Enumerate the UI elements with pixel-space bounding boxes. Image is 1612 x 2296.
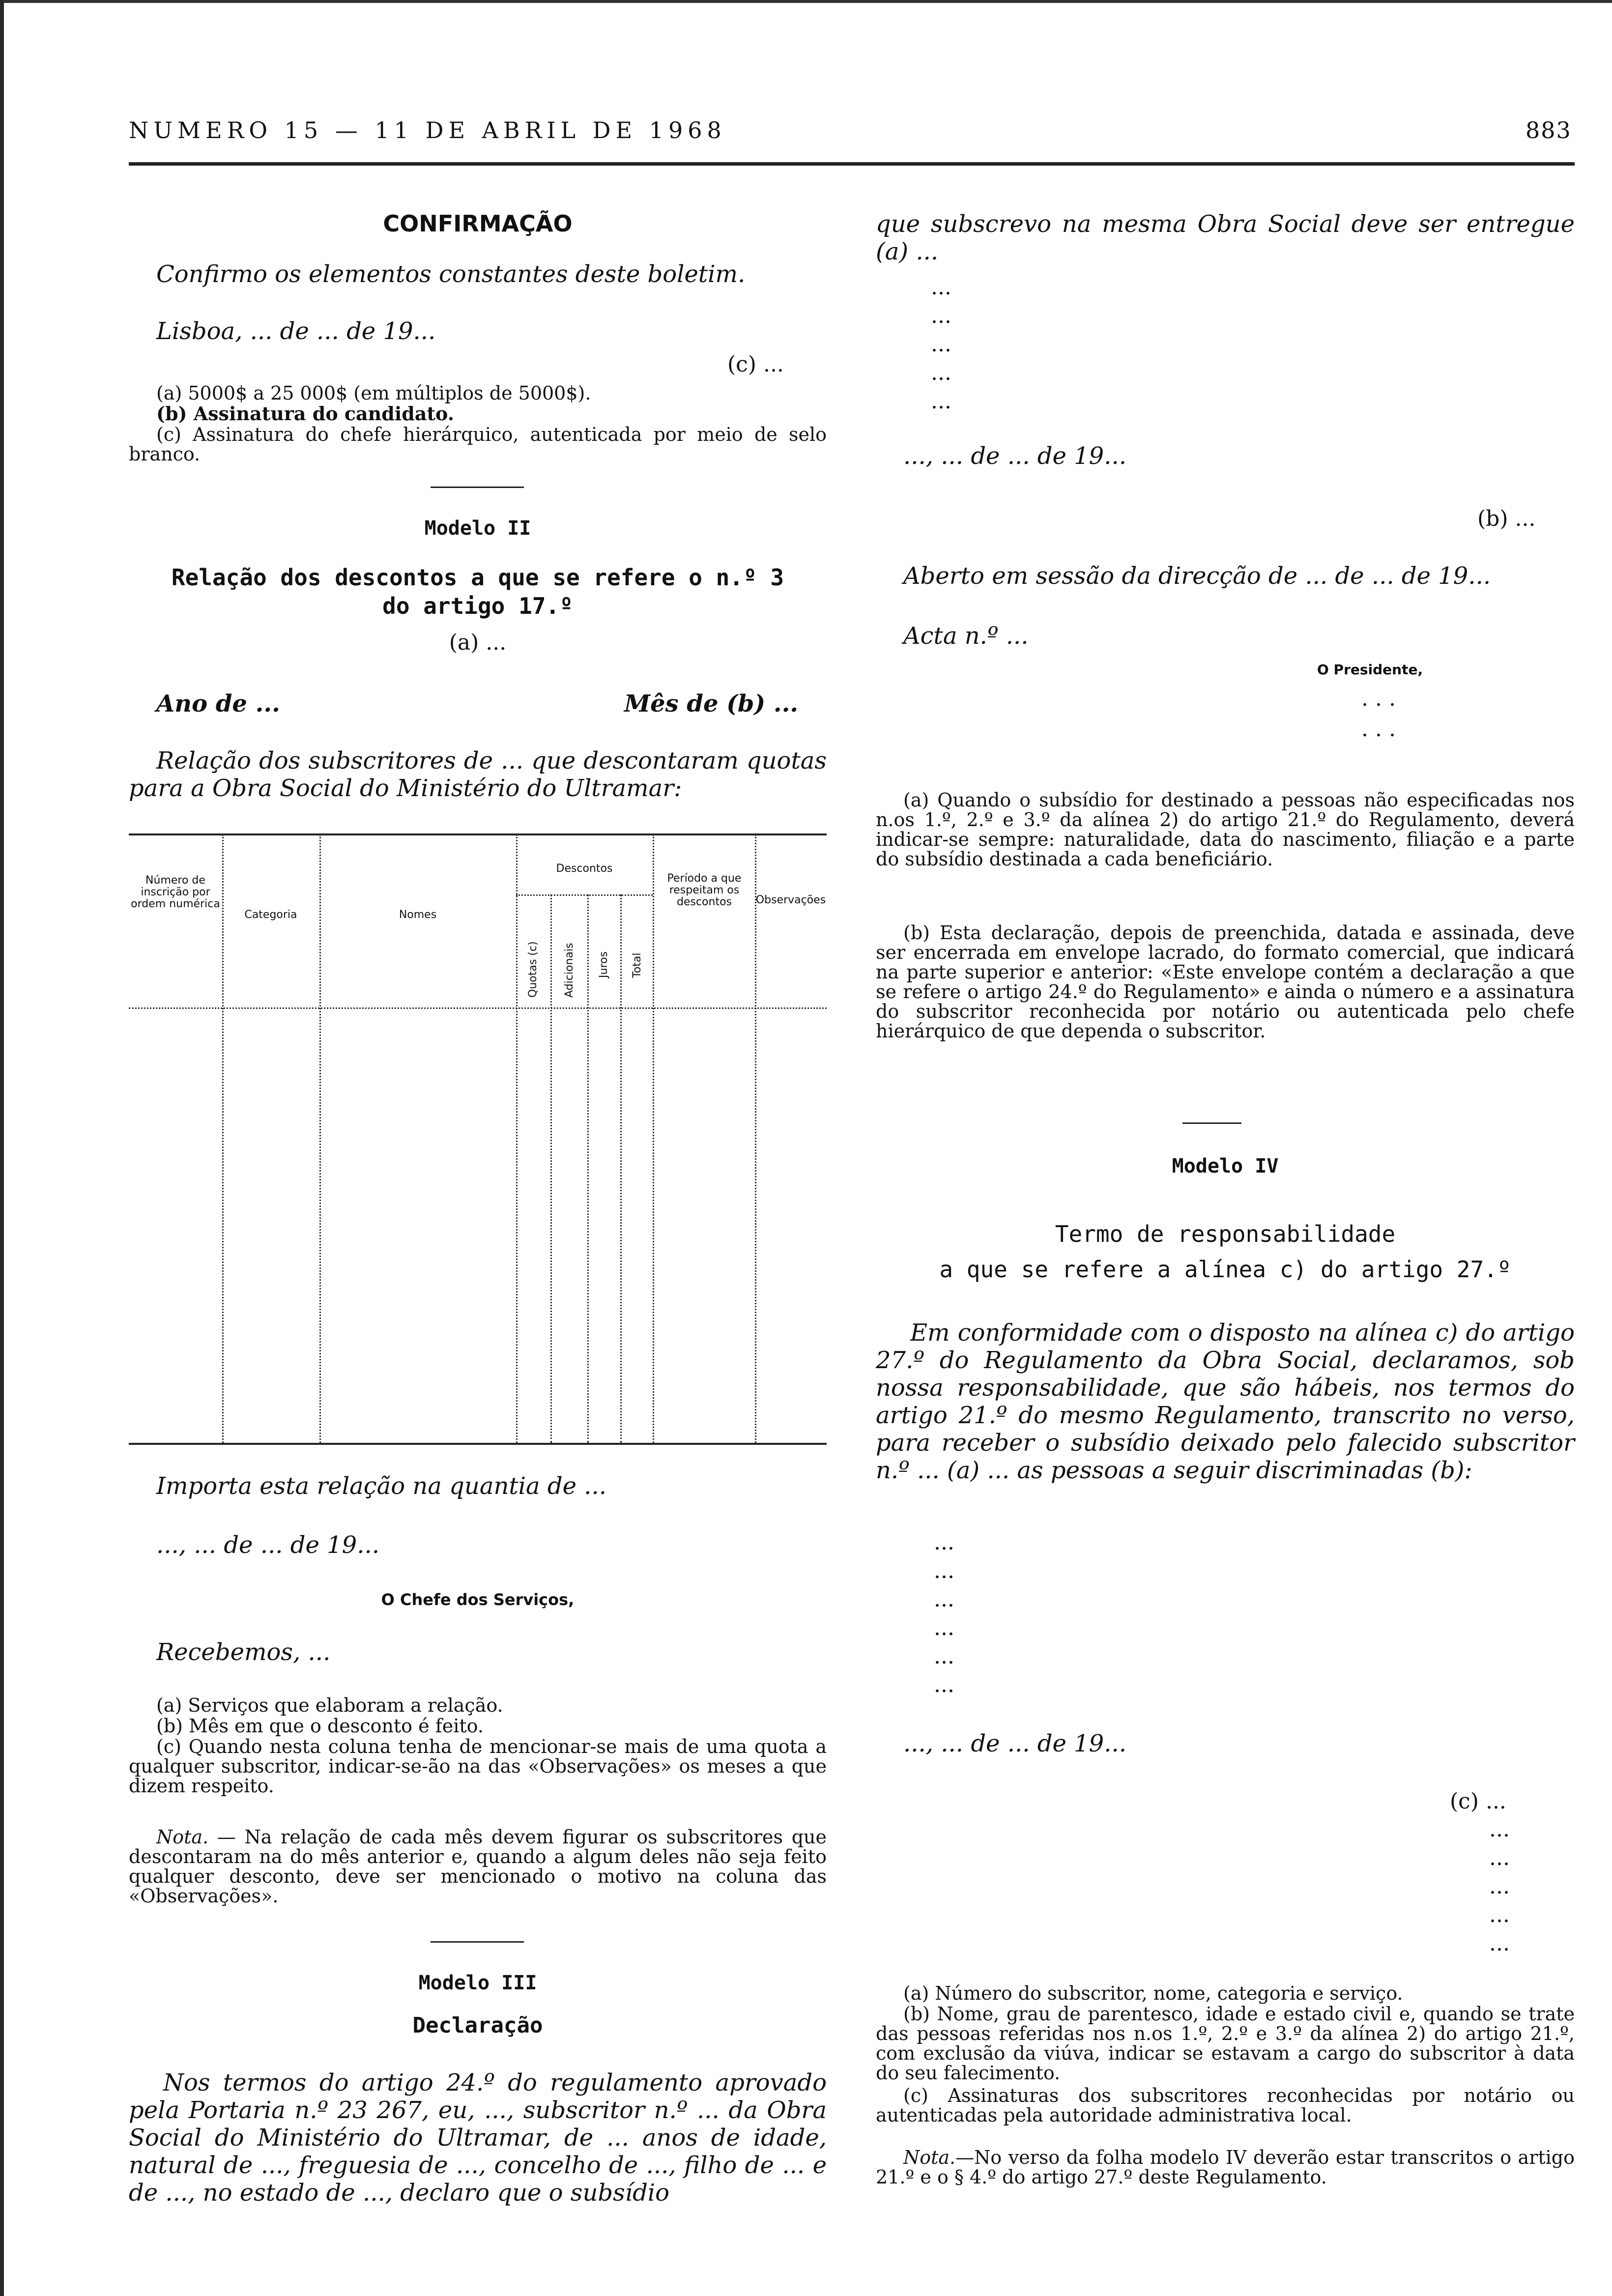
dots-line: ... [934,1644,954,1669]
col-descontos-header: Descontos [556,862,613,875]
declaracao-continuation: que subscrevo na mesma Obra Social deve ser entregue (a) ... [876,210,1575,265]
nota-right-text: —No verso da folha modelo IV deverão estar transcritos o artigo 21.º e o § 4.º do artigo 27.º deste Regulamento. [876,2147,1575,2188]
confirm-title: CONFIRMAÇÃO [383,210,573,237]
termo-title-line1: Termo de responsabilidade [1055,1221,1396,1247]
presidente-dots-2: . . . [1361,717,1396,742]
dots-line: ... [934,1672,954,1697]
right-footnote2-b: (b) Nome, grau de parentesco, idade e estado civil e, quando se trate das pessoas referidas nos n.os 1.º, 2.º e 3.º da alínea 2) do artigo 21.º, com exclusão da viúva, indicar se estavam a cargo do subscritor à data do seu falecimento. [876,2003,1575,2084]
footnote2-b: (b) Mês em que o desconto é feito. [156,1715,484,1737]
table-bottom-rule [129,1443,827,1445]
page-edge-left [0,0,4,2296]
signature-b: (b) ... [1477,506,1536,531]
footnote-a: (a) 5000$ a 25 000$ (em múltiplos de 5000$). [156,382,591,404]
footnote-c: (c) Assinatura do chefe hierárquico, autenticada por meio de selo branco. [129,424,827,465]
col-nomes-header: Nomes [399,909,437,921]
service-a: (a) ... [449,630,507,655]
dots-line: ... [1489,1817,1510,1842]
nota-right-label: Nota. [903,2147,956,2168]
beneficiaries-dots [934,1528,954,1699]
dots-line: ... [934,1530,954,1555]
recebemos-line: Recebemos, ... [156,1638,331,1666]
dots-line: ... [931,275,951,300]
nota-left-label: Nota. [156,1826,209,1848]
dots-line: ... [931,303,951,328]
lisboa-date-line: Lisboa, ... de ... de 19... [156,317,436,345]
recipients-dots [931,273,951,416]
issue-header: NUMERO 15 — 11 DE ABRIL DE 1968 [129,117,726,144]
modelo-ii-title: Modelo II [424,517,531,540]
nota-left-text: — Na relação de cada mês devem figurar os subscritores que descontaram na do mês anterior e, quando a algum deles não seja feito qualquer desconto, deve ser mencionado o motivo na coluna das «Observações». [129,1826,827,1907]
section-separator-3 [1182,1122,1241,1124]
footnote2-c: (c) Quando nesta coluna tenha de mencionar-se mais de uma quota a qualquer subscritor, indicar-se-ão na das «Observações» os meses a que dizem respeito. [129,1736,827,1797]
section-separator [431,487,524,488]
relacao-title-line2: do artigo 17.º [382,593,573,619]
importa-line: Importa esta relação na quantia de ... [156,1472,607,1500]
header-rule [129,162,1575,166]
dots-line: ... [934,1587,954,1612]
dots-line: ... [931,332,951,357]
termo-text: Em conformidade com o disposto na alínea c) do artigo 27.º do Regulamento da Obra Social, declaramos, sob nossa responsabilidade, que são hábeis, nos termos do artigo 21.º do mesmo Regulamento, transcrito no verso, para receber o subsídio deixado pelo falecido subscritor n.º ... (a) ... as pessoas a seguir discriminadas (b): [876,1319,1575,1484]
chefe-servicos: O Chefe dos Serviços, [381,1590,575,1609]
signature-c-right: (c) ... [1450,1789,1506,1814]
modelo-iii-title: Modelo III [418,1972,537,1994]
presidente-dots-1: . . . [1361,686,1396,711]
page-edge-top [4,0,1612,3]
right-date-line-2: ..., ... de ... de 19... [903,1730,1126,1757]
col-total-header: Total [631,952,643,978]
col-categoria-header: Categoria [244,909,297,921]
termo-title-line2: a que se refere a alínea c) do artigo 27.º [939,1256,1511,1283]
section-separator-2 [431,1941,524,1943]
col-observacoes-header: Observações [755,894,826,906]
page-number: 883 [1526,117,1572,144]
declaracao-text: Nos termos do artigo 24.º do regulamento aprovado pela Portaria n.º 23 267, eu, ..., subscritor n.º ... da Obra Social do Ministério do Ultramar, de ... anos de idade, natural de ..., freguesia de ..., concelho de ..., filho de ... e de ..., no estado de ..., declaro que o subsídio [129,2069,827,2207]
dots-line: ... [931,389,951,414]
relacao-intro: Relação dos subscritores de ... que descontaram quotas para a Obra Social do Ministério do Ultramar: [129,747,827,802]
col-juros-header: Juros [598,951,610,978]
dots-line: ... [1489,1874,1510,1899]
footnote2-a: (a) Serviços que elaboram a relação. [156,1694,503,1716]
dots-line: ... [931,360,951,385]
col-periodo-header: Período a que respeitam os descontos [667,872,742,908]
mes-field: Mês de (b) ... [624,690,799,718]
dots-line: ... [934,1615,954,1640]
right-date-line: ..., ... de ... de 19... [903,442,1126,470]
aberto-line: Aberto em sessão da direcção de ... de ... de 19... [903,562,1491,590]
right-footnote-a: (a) Quando o subsídio for destinado a pessoas não especificadas nos n.os 1.º, 2.º e 3.º da alínea 2) do artigo 21.º do Regulamento, deverá indicar-se sempre: naturalidade, data do nascimento, filiação e a parte do subsídio destinada a cada beneficiário. [876,789,1575,870]
right-footnote2-a: (a) Número do subscritor, nome, categoria e serviço. [903,1982,1403,2004]
nota-left [129,1827,827,1906]
dots-line: ... [1489,1902,1510,1927]
signature-dots [1489,1815,1510,1958]
signature-c: (c) ... [727,352,784,377]
right-footnote-b: (b) Esta declaração, depois de preenchida, datada e assinada, deve ser encerrada em envelope lacrado, do formato comercial, que indicará na parte superior e anterior: «Este envelope contém a declaração a que se refere o artigo 24.º do Regulamento» e ainda o número e a assinatura do subscritor reconhecida por notário ou autenticada pelo chefe hierárquico de que dependa o subscritor. [876,922,1575,1042]
declaracao-title: Declaração [412,2013,543,2038]
left-date-line: ..., ... de ... de 19... [156,1531,379,1559]
right-footnote2-c: (c) Assinaturas dos subscritores reconhecidas por notário ou autenticadas pela autoridade administrativa local. [876,2085,1575,2126]
col-quotas-header: Quotas (c) [527,941,539,998]
col-adicionais-header: Adicionais [563,943,576,998]
confirm-text: Confirmo os elementos constantes deste boletim. [156,260,746,288]
presidente: O Presidente, [1317,661,1423,678]
table-header-rule [129,1007,827,1009]
footnote-b: (b) Assinatura do candidato. [156,402,454,425]
acta-line: Acta n.º ... [903,622,1029,650]
modelo-iv-title: Modelo IV [1172,1155,1279,1177]
dots-line: ... [1489,1845,1510,1870]
dots-line: ... [1489,1931,1510,1956]
relacao-title-line1: Relação dos descontos a que se refere o n.º 3 [171,564,784,591]
ano-field: Ano de ... [156,690,280,718]
dots-line: ... [934,1558,954,1583]
table-top-rule [129,833,827,835]
col-numero-header: Número de inscrição por ordem numérica [131,874,220,910]
nota-right [876,2148,1575,2187]
